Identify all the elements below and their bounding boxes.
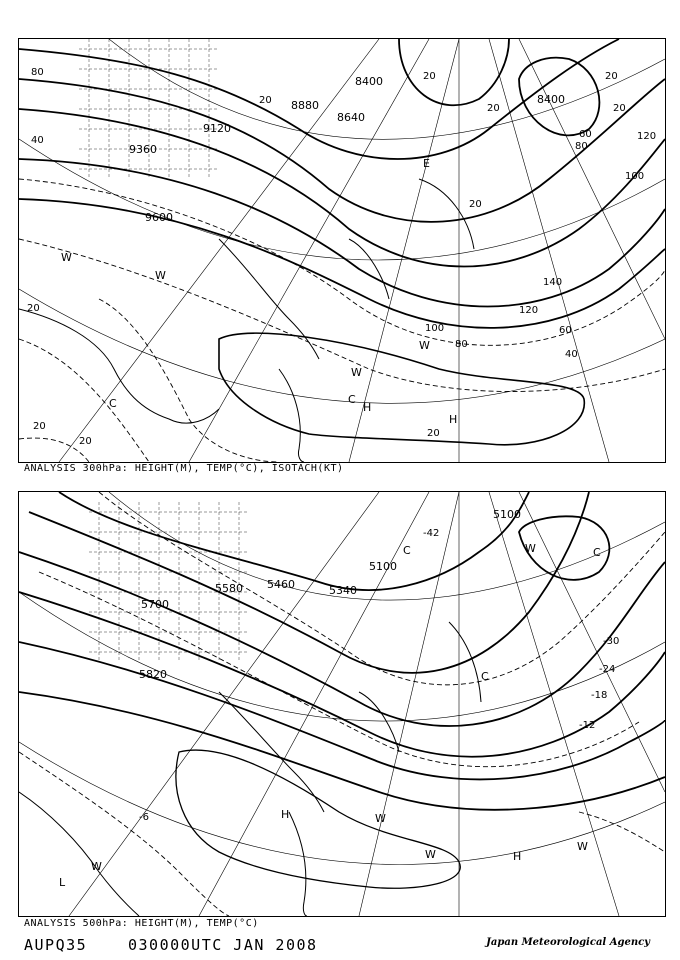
isotach-label: 80 — [575, 141, 588, 152]
height-label: 9600 — [145, 211, 173, 224]
center-marker: W — [91, 860, 102, 873]
isotach-label: 20 — [259, 95, 272, 106]
height-contour — [59, 492, 529, 590]
height-label: 5100 — [493, 508, 521, 521]
center-marker: W — [577, 840, 588, 853]
center-marker: W — [375, 812, 386, 825]
coastline-path — [19, 792, 139, 916]
isotach-label: 100 — [425, 323, 445, 334]
height-label: 5700 — [141, 598, 169, 611]
isotach-label: 100 — [625, 171, 645, 182]
temp-label: -18 — [591, 690, 608, 701]
isotach-label: 140 — [543, 277, 563, 288]
height-label: 5820 — [139, 668, 167, 681]
temp-label: -24 — [599, 664, 616, 675]
analysis-500hpa-map — [18, 491, 666, 917]
height-contour — [19, 199, 665, 328]
graticule — [19, 492, 665, 916]
height-contour — [19, 109, 665, 267]
isotach-contour — [19, 179, 665, 345]
meridian-line — [519, 39, 665, 339]
isotach-label: 40 — [31, 135, 44, 146]
center-marker: H — [281, 808, 290, 821]
coastline-path — [219, 239, 319, 359]
latitude-arc — [19, 592, 665, 721]
height-label: 5100 — [369, 560, 397, 573]
height-label: 9360 — [129, 143, 157, 156]
center-marker: C — [481, 670, 489, 683]
coastline — [19, 179, 474, 462]
height-label: 5340 — [329, 584, 357, 597]
isotach-closed — [219, 333, 584, 445]
isotach-label: 20 — [469, 199, 482, 210]
coastline-path — [289, 812, 307, 916]
height-labels — [129, 75, 565, 224]
isotach-label: 20 — [427, 428, 440, 439]
isotach-label: 60 — [559, 325, 572, 336]
height-label: 5460 — [267, 578, 295, 591]
center-marker: C — [109, 397, 117, 410]
isotach-label: 120 — [519, 305, 539, 316]
center-marker: H — [513, 850, 522, 863]
isotach-label: 20 — [33, 421, 46, 432]
agency-name: Japan Meteorological Agency — [486, 937, 650, 948]
isotach-label: 20 — [613, 103, 626, 114]
center-marker: W — [61, 251, 72, 264]
center-marker: W — [351, 366, 362, 379]
analysis-300hpa-map — [18, 38, 666, 463]
hatched-area — [79, 39, 219, 179]
center-marker: W — [155, 269, 166, 282]
center-marker: H — [363, 401, 372, 414]
height-contours — [19, 39, 665, 328]
meridian-line — [349, 39, 459, 462]
isotach-label: 80 — [31, 67, 44, 78]
temp-label: -30 — [603, 636, 620, 647]
center-marker: C — [348, 393, 356, 406]
isotach-contour — [99, 299, 279, 462]
center-marker: W — [419, 339, 430, 352]
isotach-label: 20 — [423, 71, 436, 82]
temp-contour — [39, 572, 639, 767]
temp-label: -6 — [139, 812, 149, 823]
temp-label: -42 — [423, 528, 440, 539]
temperature-contours — [19, 492, 665, 916]
height-label: 8400 — [355, 75, 383, 88]
analysis-300hpa-svg — [19, 39, 665, 462]
center-marker: W — [525, 542, 536, 555]
coastline-path — [219, 692, 324, 812]
center-marker: L — [59, 876, 66, 889]
coastline-path — [19, 309, 219, 423]
height-label: 8640 — [337, 111, 365, 124]
analysis-500hpa-svg — [19, 492, 665, 916]
isotach-label: 120 — [637, 131, 657, 142]
isotach-label: 20 — [487, 103, 500, 114]
valid-time: 030000UTC JAN 2008 — [128, 936, 318, 954]
center-marker: C — [403, 544, 411, 557]
coastline-path — [279, 369, 304, 462]
height-contour — [19, 552, 665, 726]
isotach-label: 80 — [455, 339, 468, 350]
center-marker: W — [425, 848, 436, 861]
isotach-label: 60 — [579, 129, 592, 140]
height-contour — [19, 159, 665, 307]
height-contour — [19, 642, 665, 779]
meridian-line — [199, 492, 429, 916]
center-marker: H — [449, 413, 458, 426]
height-label: 5580 — [215, 582, 243, 595]
temp-label: -12 — [579, 720, 596, 731]
latitude-arc — [19, 139, 665, 260]
height-label: 8880 — [291, 99, 319, 112]
isotach-contours — [19, 179, 665, 462]
isotach-label: 20 — [79, 436, 92, 447]
latitude-arc — [19, 289, 665, 403]
height-contour — [19, 592, 665, 757]
center-marker: C — [593, 546, 601, 559]
height-contour — [399, 39, 509, 105]
height-label: 8400 — [537, 93, 565, 106]
caption-300hpa: ANALYSIS 300hPa: HEIGHT(M), TEMP(°C), ISOTACH(KT) — [24, 463, 344, 474]
isotach-label: 40 — [565, 349, 578, 360]
height-label: 9120 — [203, 122, 231, 135]
latitude-arc — [109, 39, 665, 139]
caption-500hpa: ANALYSIS 500hPa: HEIGHT(M), TEMP(°C) — [24, 918, 259, 929]
isotach-label: 20 — [605, 71, 618, 82]
center-marker: E — [423, 157, 430, 170]
chart-id: AUPQ35 — [24, 936, 88, 954]
coastline-path — [419, 179, 474, 249]
coastline — [19, 622, 481, 916]
isotach-label: 20 — [27, 303, 40, 314]
